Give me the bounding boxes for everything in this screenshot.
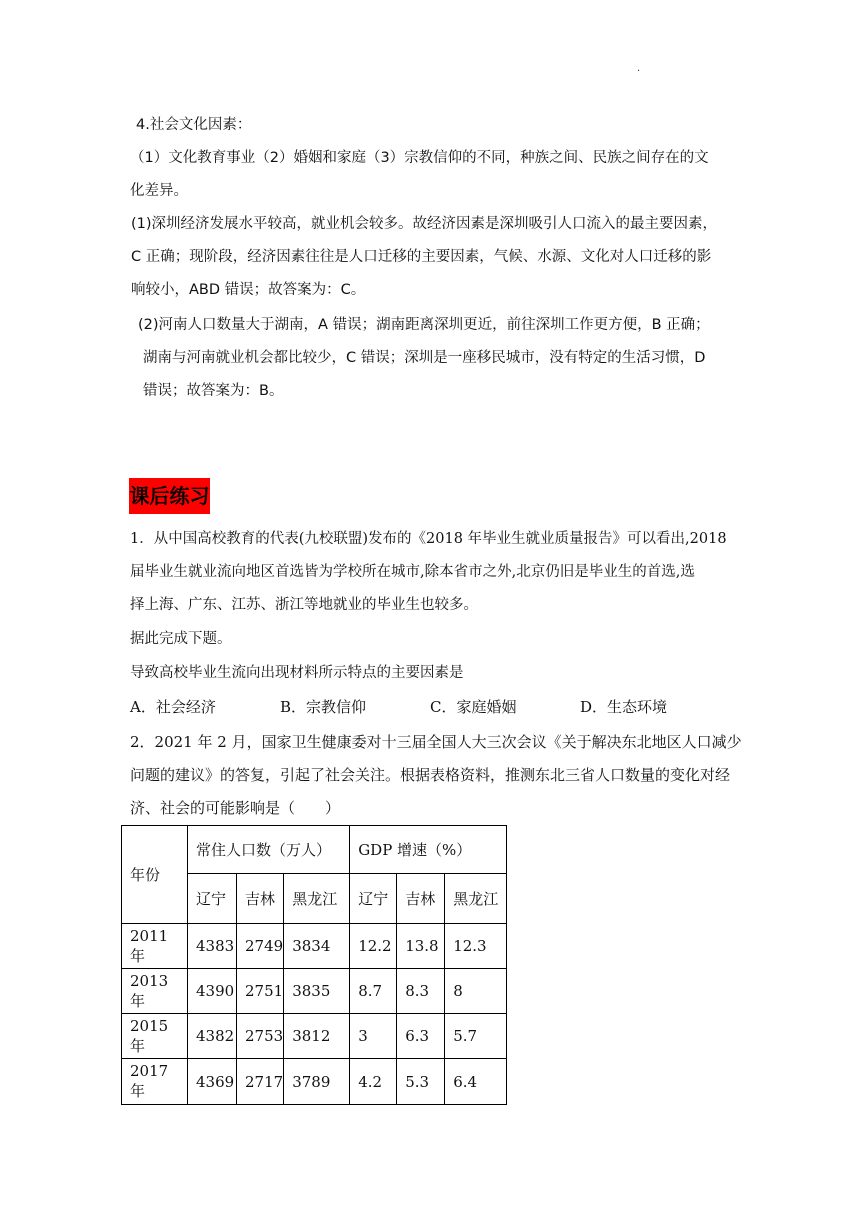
year-cell: 2015 年 <box>122 1014 188 1059</box>
province-header: 辽宁 <box>188 874 237 924</box>
q1-line5: 导致高校毕业生流向出现材料所示特点的主要因素是 <box>130 665 464 681</box>
table-cell: 8.3 <box>397 969 445 1014</box>
table-row <box>122 1014 507 1059</box>
year-cell: 2017 年 <box>122 1059 188 1105</box>
table-cell: 3 <box>350 1014 397 1059</box>
q1-line4: 据此完成下题。 <box>130 631 232 647</box>
table-cell: 4390 <box>188 969 237 1014</box>
page-dot: · <box>637 66 641 77</box>
table-cell: 6.4 <box>445 1059 507 1105</box>
province-header: 吉林 <box>397 874 445 924</box>
table-cell: 2717 <box>237 1059 284 1105</box>
q1-line1: 1．从中国高校教育的代表(九校联盟)发布的《2018 年毕业生就业质量报告》可以看出,2018 <box>130 531 727 547</box>
table-cell: 3834 <box>284 924 350 969</box>
table-row <box>122 969 507 1014</box>
option-d: D．生态环境 <box>580 698 668 716</box>
table-row <box>122 924 507 969</box>
table-cell: 2749 <box>237 924 284 969</box>
province-header: 黑龙江 <box>445 874 507 924</box>
year-cell: 2011 年 <box>122 924 188 969</box>
province-header: 吉林 <box>237 874 284 924</box>
section-badge: 课后练习 <box>129 478 210 514</box>
table-cell: 2751 <box>237 969 284 1014</box>
option-a: A．社会经济 <box>130 698 216 716</box>
gdp-header: GDP 增速（%） <box>350 826 507 874</box>
table-cell: 3835 <box>284 969 350 1014</box>
q1-line3: 择上海、广东、江苏、浙江等地就业的毕业生也较多。 <box>130 597 478 613</box>
section4-line1: （1）文化教育事业（2）婚姻和家庭（3）宗教信仰的不同，种族之间、民族之间存在的文 <box>130 150 709 166</box>
population-gdp-table <box>121 825 507 1105</box>
section4-line2: 化差异。 <box>130 183 188 199</box>
option-b: B．宗教信仰 <box>280 698 367 716</box>
table-row <box>122 1059 507 1105</box>
table-cell: 4.2 <box>350 1059 397 1105</box>
answer2-line2: 湖南与河南就业机会都比较少，C 错误；深圳是一座移民城市，没有特定的生活习惯，D <box>143 350 706 366</box>
table-cell: 12.2 <box>350 924 397 969</box>
answer1-line1: (1)深圳经济发展水平较高，就业机会较多。故经济因素是深圳吸引人口流入的最主要因素， <box>131 216 718 232</box>
table-cell: 3812 <box>284 1014 350 1059</box>
q2-line3: 济、社会的可能影响是（ ） <box>130 799 341 817</box>
table-cell: 5.7 <box>445 1014 507 1059</box>
province-header: 黑龙江 <box>284 874 350 924</box>
option-c: C．家庭婚姻 <box>430 698 517 716</box>
year-header: 年份 <box>122 826 188 924</box>
table-cell: 4382 <box>188 1014 237 1059</box>
answer2-line1: (2)河南人口数量大于湖南，A 错误；湖南距离深圳更近，前往深圳工作更方便，B 正确； <box>138 317 710 333</box>
section4-title: 4.社会文化因素： <box>136 117 252 133</box>
answer2-line3: 错误；故答案为：B。 <box>143 383 284 399</box>
answer1-line2: C 正确；现阶段，经济因素往往是人口迁移的主要因素，气候、水源、文化对人口迁移的影 <box>131 249 712 265</box>
table-cell: 4369 <box>188 1059 237 1105</box>
q2-line2: 问题的建议》的答复，引起了社会关注。根据表格资料，推测东北三省人口数量的变化对经 <box>130 766 731 784</box>
table-cell: 13.8 <box>397 924 445 969</box>
q1-line2: 届毕业生就业流向地区首选皆为学校所在城市,除本省市之外,北京仍旧是毕业生的首选,选 <box>130 564 695 580</box>
province-header: 辽宁 <box>350 874 397 924</box>
answer1-line3: 响较小，ABD 错误；故答案为：C。 <box>131 282 366 298</box>
table-cell: 2753 <box>237 1014 284 1059</box>
table-cell: 4383 <box>188 924 237 969</box>
table-cell: 12.3 <box>445 924 507 969</box>
table-cell: 5.3 <box>397 1059 445 1105</box>
table-cell: 3789 <box>284 1059 350 1105</box>
year-cell: 2013 年 <box>122 969 188 1014</box>
table-cell: 6.3 <box>397 1014 445 1059</box>
table-cell: 8 <box>445 969 507 1014</box>
q2-line1: 2．2021 年 2 月，国家卫生健康委对十三届全国人大三次会议《关于解决东北地区人口减少 <box>130 733 742 751</box>
table-cell: 8.7 <box>350 969 397 1014</box>
population-header: 常住人口数（万人） <box>188 826 350 874</box>
